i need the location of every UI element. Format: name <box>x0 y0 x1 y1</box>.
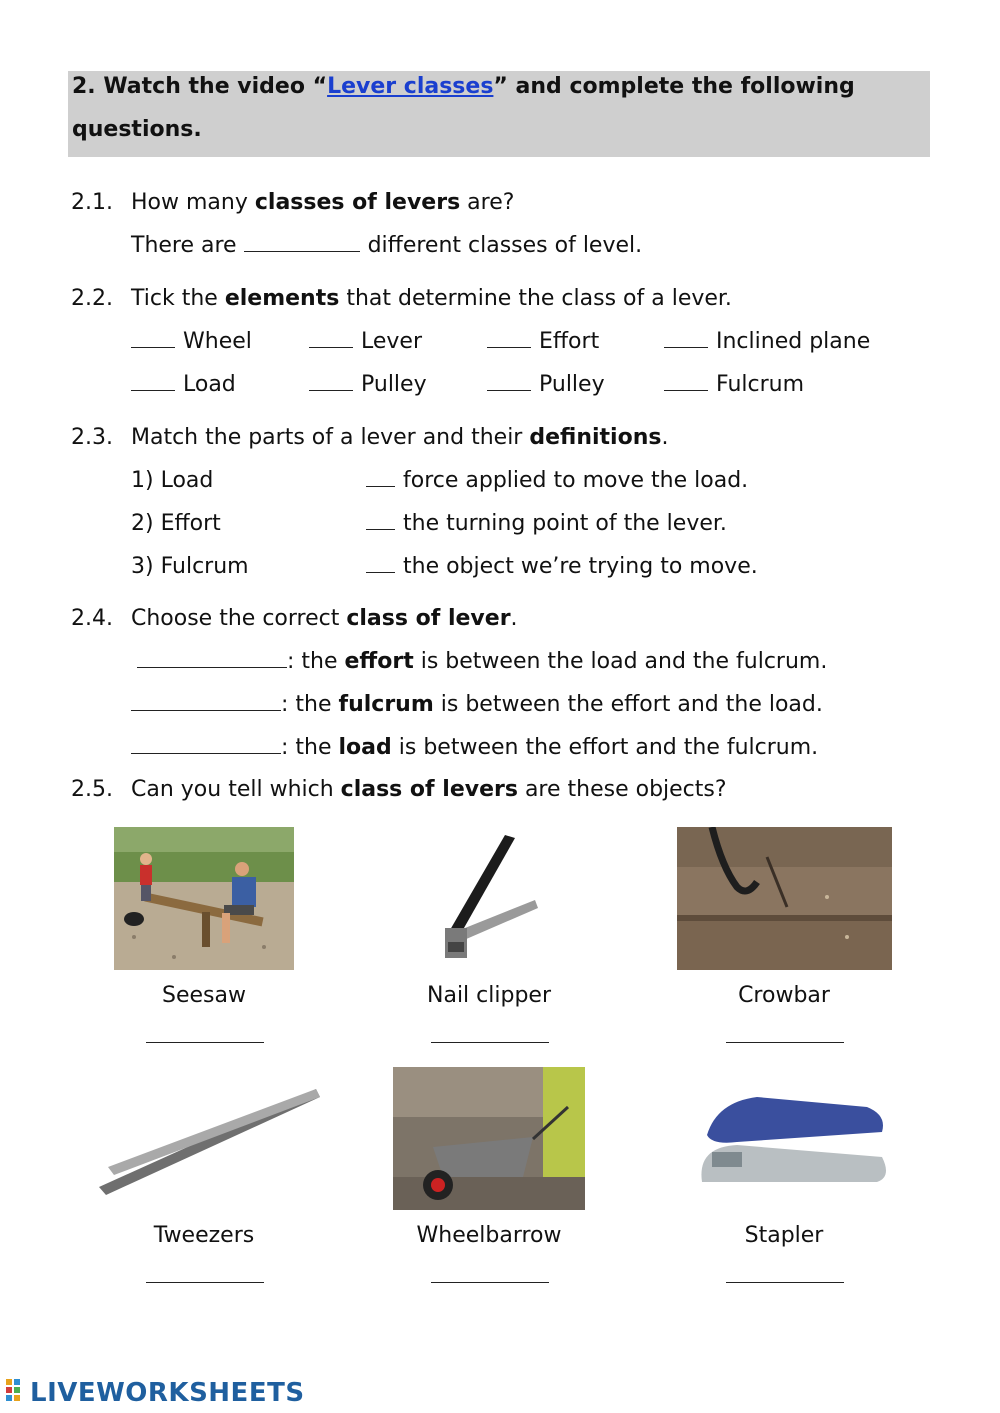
q5-text-a: Can you tell which <box>131 777 341 802</box>
header-prefix: 2. Watch the video “ <box>72 74 328 99</box>
class-blank[interactable] <box>137 665 287 668</box>
tick-blank[interactable] <box>131 388 175 391</box>
definition-row <box>366 511 727 536</box>
q2-number: 2.2. <box>71 286 113 311</box>
object-caption: Seesaw <box>162 983 246 1008</box>
q5-number: 2.5. <box>71 777 113 802</box>
q4-row-text: : the <box>281 735 339 760</box>
object-caption: Tweezers <box>153 1223 255 1248</box>
definition-text: the turning point of the lever. <box>403 511 727 536</box>
object-caption: Stapler <box>744 1223 824 1248</box>
logo-text: LIVEWORKSHEETS <box>30 1378 305 1408</box>
section-header <box>68 71 930 157</box>
q2-option[interactable] <box>487 372 605 397</box>
q1-text-c: are? <box>460 190 515 215</box>
q4-row-bold: fulcrum <box>338 692 434 717</box>
answer-line[interactable] <box>146 1042 264 1043</box>
q4-text-a: Choose the correct <box>131 606 347 631</box>
class-blank[interactable] <box>131 751 281 754</box>
lever-part: 3) Fulcrum <box>131 554 249 579</box>
option-label: Effort <box>539 329 600 354</box>
tick-blank[interactable] <box>664 345 708 348</box>
option-label: Lever <box>361 329 423 354</box>
match-blank[interactable] <box>366 570 395 573</box>
q4-row-text: : the <box>287 649 345 674</box>
tick-blank[interactable] <box>487 388 531 391</box>
q1-answer-b: different classes of level. <box>367 233 643 258</box>
q5-text-c: are these objects? <box>517 777 727 802</box>
q4-row-bold: effort <box>344 649 414 674</box>
match-blank[interactable] <box>366 484 395 487</box>
option-label: Fulcrum <box>716 372 805 397</box>
option-label: Pulley <box>539 372 605 397</box>
tick-blank[interactable] <box>309 345 353 348</box>
q2-option[interactable] <box>664 372 804 397</box>
answer-line[interactable] <box>146 1282 264 1283</box>
q4-question <box>131 606 518 631</box>
video-link[interactable]: Lever classes <box>327 74 494 99</box>
q2-option[interactable] <box>309 329 422 354</box>
q2-text-c: that determine the class of a lever. <box>339 286 732 311</box>
q2-text-bold: elements <box>224 286 340 311</box>
tick-blank[interactable] <box>664 388 708 391</box>
answer-line[interactable] <box>726 1282 844 1283</box>
q4-text-bold: class of lever <box>346 606 511 631</box>
wheelbarrow-picture <box>393 1067 585 1210</box>
option-label: Wheel <box>183 329 252 354</box>
header-line-2: questions. <box>72 117 202 142</box>
tick-blank[interactable] <box>131 345 175 348</box>
tick-blank[interactable] <box>309 388 353 391</box>
q2-question <box>131 286 732 311</box>
definition-row <box>366 554 758 579</box>
answer-line[interactable] <box>431 1042 549 1043</box>
q4-row <box>131 735 818 760</box>
q1-number: 2.1. <box>71 190 113 215</box>
q1-blank[interactable] <box>244 249 360 252</box>
header-suffix: ” and complete the following <box>493 74 855 99</box>
q3-text-a: Match the parts of a lever and their <box>131 425 530 450</box>
q5-question <box>131 777 727 802</box>
object-caption: Crowbar <box>738 983 830 1008</box>
definition-text: force applied to move the load. <box>403 468 749 493</box>
q4-row-text: is between the effort and the load. <box>433 692 823 717</box>
q3-number: 2.3. <box>71 425 113 450</box>
tweezers-picture <box>84 1067 324 1210</box>
class-blank[interactable] <box>131 708 281 711</box>
q4-number: 2.4. <box>71 606 113 631</box>
q4-row-text: is between the effort and the fulcrum. <box>391 735 819 760</box>
q4-text-c: . <box>510 606 518 631</box>
lever-part: 1) Load <box>131 468 214 493</box>
q1-question <box>131 190 514 215</box>
seesaw-picture <box>114 827 294 970</box>
nail-clipper-picture <box>430 830 545 965</box>
q2-option[interactable] <box>309 372 427 397</box>
q4-row-text: : the <box>281 692 339 717</box>
tick-blank[interactable] <box>487 345 531 348</box>
q2-option[interactable] <box>664 329 870 354</box>
option-label: Pulley <box>361 372 427 397</box>
q1-text-a: How many <box>131 190 255 215</box>
option-label: Load <box>183 372 236 397</box>
liveworksheets-logo <box>6 1378 305 1408</box>
q4-row <box>137 649 827 674</box>
definition-row <box>366 468 748 493</box>
q4-row-bold: load <box>338 735 392 760</box>
stapler-picture <box>677 1067 892 1210</box>
q2-option[interactable] <box>487 329 599 354</box>
q4-row-text: is between the load and the fulcrum. <box>413 649 828 674</box>
q2-option[interactable] <box>131 329 252 354</box>
q5-text-bold: class of levers <box>340 777 518 802</box>
q2-text-a: Tick the <box>131 286 225 311</box>
crowbar-picture <box>677 827 892 970</box>
q3-text-c: . <box>661 425 669 450</box>
q4-row <box>131 692 823 717</box>
answer-line[interactable] <box>431 1282 549 1283</box>
object-caption: Nail clipper <box>427 983 551 1008</box>
header-line-1 <box>72 74 855 99</box>
q1-answer-line <box>131 233 642 258</box>
q1-answer-a: There are <box>131 233 237 258</box>
q3-question <box>131 425 668 450</box>
logo-mark-icon <box>6 1379 28 1405</box>
q2-option[interactable] <box>131 372 236 397</box>
object-caption: Wheelbarrow <box>416 1223 562 1248</box>
option-label: Inclined plane <box>716 329 871 354</box>
lever-part: 2) Effort <box>131 511 221 536</box>
q3-text-bold: definitions <box>529 425 662 450</box>
match-blank[interactable] <box>366 527 395 530</box>
answer-line[interactable] <box>726 1042 844 1043</box>
q1-text-bold: classes of levers <box>254 190 461 215</box>
definition-text: the object we’re trying to move. <box>403 554 758 579</box>
